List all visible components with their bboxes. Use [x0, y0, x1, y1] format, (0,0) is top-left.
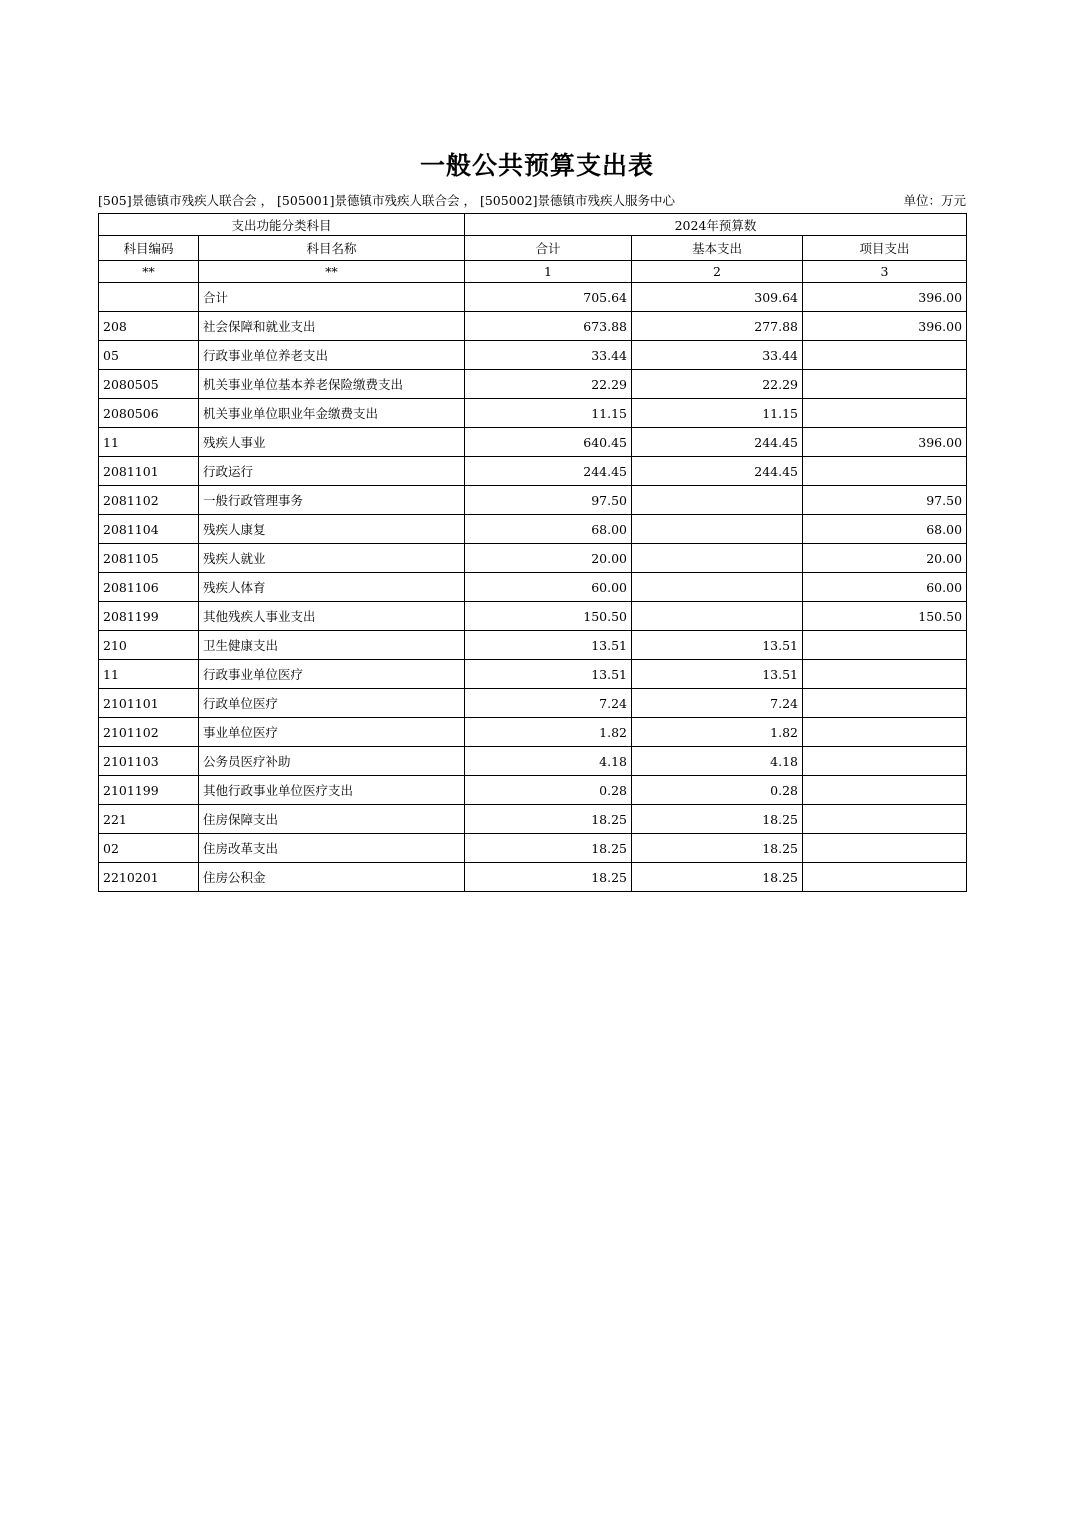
row-code-cell: 2081102	[99, 486, 199, 515]
table-row	[99, 428, 967, 457]
row-name-cell: 一般行政管理事务	[199, 486, 465, 515]
header-sub-total: 1	[465, 261, 632, 283]
table-row	[99, 660, 967, 689]
row-project-cell	[803, 747, 967, 776]
table-row	[99, 370, 967, 399]
budget-table	[98, 213, 967, 892]
header-subject-name: 科目名称	[199, 236, 465, 261]
table-row	[99, 573, 967, 602]
row-project-cell: 20.00	[803, 544, 967, 573]
row-basic-cell: 7.24	[632, 689, 803, 718]
row-name-cell: 住房公积金	[199, 863, 465, 892]
table-row	[99, 718, 967, 747]
table-row	[99, 834, 967, 863]
row-code-cell: 05	[99, 341, 199, 370]
row-project-cell	[803, 457, 967, 486]
row-total-cell: 18.25	[465, 834, 632, 863]
row-project-cell: 396.00	[803, 283, 967, 312]
row-total-cell: 13.51	[465, 631, 632, 660]
row-name-cell: 公务员医疗补助	[199, 747, 465, 776]
row-project-cell	[803, 834, 967, 863]
header-sub-basic: 2	[632, 261, 803, 283]
header-index-row	[99, 261, 967, 283]
row-project-cell	[803, 370, 967, 399]
row-code-cell: 2210201	[99, 863, 199, 892]
organization-line: [505]景德镇市残疾人联合会 ， [505001]景德镇市残疾人联合会 ， [505002]景德镇市残疾人服务中心	[98, 193, 675, 208]
row-total-cell: 33.44	[465, 341, 632, 370]
row-project-cell: 150.50	[803, 602, 967, 631]
row-code-cell: 2081101	[99, 457, 199, 486]
row-basic-cell: 1.82	[632, 718, 803, 747]
table-row	[99, 486, 967, 515]
row-project-cell	[803, 776, 967, 805]
row-project-cell: 60.00	[803, 573, 967, 602]
page-title: 一般公共预算支出表	[419, 151, 654, 180]
row-basic-cell	[632, 544, 803, 573]
table-row	[99, 283, 967, 312]
row-name-cell: 住房改革支出	[199, 834, 465, 863]
table-row	[99, 515, 967, 544]
row-basic-cell: 244.45	[632, 428, 803, 457]
row-project-cell	[803, 863, 967, 892]
row-project-cell	[803, 399, 967, 428]
row-basic-cell: 22.29	[632, 370, 803, 399]
row-name-cell: 合计	[199, 283, 465, 312]
unit-label: 单位：万元	[903, 193, 966, 208]
header-basic-expenditure: 基本支出	[632, 236, 803, 261]
row-total-cell: 150.50	[465, 602, 632, 631]
row-name-cell: 社会保障和就业支出	[199, 312, 465, 341]
table-row	[99, 631, 967, 660]
row-basic-cell: 244.45	[632, 457, 803, 486]
row-code-cell: 2081106	[99, 573, 199, 602]
row-code-cell: 2101103	[99, 747, 199, 776]
row-basic-cell: 277.88	[632, 312, 803, 341]
row-project-cell: 396.00	[803, 428, 967, 457]
row-total-cell: 68.00	[465, 515, 632, 544]
row-total-cell: 11.15	[465, 399, 632, 428]
row-total-cell: 7.24	[465, 689, 632, 718]
row-total-cell: 20.00	[465, 544, 632, 573]
header-columns-row	[99, 236, 967, 261]
row-total-cell: 13.51	[465, 660, 632, 689]
row-name-cell: 机关事业单位职业年金缴费支出	[199, 399, 465, 428]
row-project-cell	[803, 341, 967, 370]
row-code-cell: 2101199	[99, 776, 199, 805]
row-project-cell	[803, 718, 967, 747]
header-sub-code: **	[99, 261, 199, 283]
row-total-cell: 22.29	[465, 370, 632, 399]
table-row	[99, 805, 967, 834]
row-basic-cell	[632, 486, 803, 515]
row-total-cell: 1.82	[465, 718, 632, 747]
row-code-cell: 11	[99, 660, 199, 689]
row-total-cell: 0.28	[465, 776, 632, 805]
row-total-cell: 97.50	[465, 486, 632, 515]
row-project-cell: 68.00	[803, 515, 967, 544]
row-code-cell: 02	[99, 834, 199, 863]
row-name-cell: 行政事业单位医疗	[199, 660, 465, 689]
row-total-cell: 244.45	[465, 457, 632, 486]
row-basic-cell: 13.51	[632, 660, 803, 689]
table-row	[99, 544, 967, 573]
header-sub-project: 3	[803, 261, 967, 283]
table-row	[99, 457, 967, 486]
row-code-cell: 208	[99, 312, 199, 341]
row-project-cell: 97.50	[803, 486, 967, 515]
row-total-cell: 673.88	[465, 312, 632, 341]
table-row	[99, 747, 967, 776]
table-row	[99, 776, 967, 805]
row-name-cell: 其他行政事业单位医疗支出	[199, 776, 465, 805]
row-name-cell: 机关事业单位基本养老保险缴费支出	[199, 370, 465, 399]
row-basic-cell: 33.44	[632, 341, 803, 370]
row-project-cell	[803, 631, 967, 660]
table-row	[99, 399, 967, 428]
row-basic-cell: 18.25	[632, 863, 803, 892]
row-name-cell: 残疾人就业	[199, 544, 465, 573]
row-total-cell: 18.25	[465, 863, 632, 892]
row-name-cell: 残疾人康复	[199, 515, 465, 544]
row-basic-cell: 13.51	[632, 631, 803, 660]
row-basic-cell	[632, 573, 803, 602]
row-total-cell: 4.18	[465, 747, 632, 776]
table-body	[99, 283, 967, 892]
row-name-cell: 行政事业单位养老支出	[199, 341, 465, 370]
row-basic-cell: 309.64	[632, 283, 803, 312]
row-name-cell: 行政运行	[199, 457, 465, 486]
row-project-cell	[803, 805, 967, 834]
table-row	[99, 863, 967, 892]
row-name-cell: 残疾人事业	[199, 428, 465, 457]
row-project-cell	[803, 689, 967, 718]
row-total-cell: 60.00	[465, 573, 632, 602]
row-name-cell: 卫生健康支出	[199, 631, 465, 660]
header-group-row	[99, 214, 967, 236]
row-name-cell: 残疾人体育	[199, 573, 465, 602]
row-name-cell: 住房保障支出	[199, 805, 465, 834]
row-code-cell: 2101102	[99, 718, 199, 747]
row-total-cell: 640.45	[465, 428, 632, 457]
row-basic-cell: 0.28	[632, 776, 803, 805]
header-2024-budget: 2024年预算数	[465, 214, 967, 236]
header-subject-code: 科目编码	[99, 236, 199, 261]
row-project-cell: 396.00	[803, 312, 967, 341]
table-row	[99, 312, 967, 341]
row-basic-cell: 11.15	[632, 399, 803, 428]
row-basic-cell: 18.25	[632, 805, 803, 834]
row-basic-cell: 18.25	[632, 834, 803, 863]
row-basic-cell	[632, 602, 803, 631]
row-code-cell: 11	[99, 428, 199, 457]
row-code-cell: 2101101	[99, 689, 199, 718]
row-name-cell: 其他残疾人事业支出	[199, 602, 465, 631]
table-row	[99, 602, 967, 631]
row-code-cell	[99, 283, 199, 312]
header-total: 合计	[465, 236, 632, 261]
row-code-cell: 221	[99, 805, 199, 834]
table-row	[99, 341, 967, 370]
row-code-cell: 2080505	[99, 370, 199, 399]
row-code-cell: 2080506	[99, 399, 199, 428]
row-project-cell	[803, 660, 967, 689]
table-row	[99, 689, 967, 718]
header-sub-name: **	[199, 261, 465, 283]
row-total-cell: 18.25	[465, 805, 632, 834]
row-basic-cell: 4.18	[632, 747, 803, 776]
row-total-cell: 705.64	[465, 283, 632, 312]
row-code-cell: 210	[99, 631, 199, 660]
row-basic-cell	[632, 515, 803, 544]
row-code-cell: 2081105	[99, 544, 199, 573]
header-project-expenditure: 项目支出	[803, 236, 967, 261]
header-function-classification: 支出功能分类科目	[99, 214, 465, 236]
row-name-cell: 事业单位医疗	[199, 718, 465, 747]
row-name-cell: 行政单位医疗	[199, 689, 465, 718]
meta-row	[98, 191, 966, 209]
row-code-cell: 2081104	[99, 515, 199, 544]
table-header	[99, 214, 967, 283]
row-code-cell: 2081199	[99, 602, 199, 631]
